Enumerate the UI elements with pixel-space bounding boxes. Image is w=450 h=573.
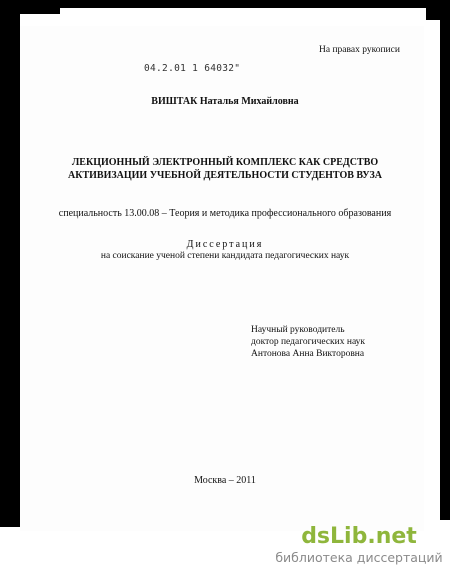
scan-border-corner: [0, 0, 60, 14]
degree-line: на соискание ученой степени кандидата педагогических наук: [100, 251, 350, 261]
supervisor-name: Антонова Анна Викторовна: [251, 349, 365, 359]
supervisor-role: Научный руководитель: [251, 325, 345, 335]
archive-stamp: 04.2.01 1 64032": [144, 63, 241, 74]
scan-border-top: [0, 0, 450, 8]
watermark-tagline: библиотека диссертаций: [275, 550, 443, 565]
work-type: Диссертация: [186, 239, 264, 250]
thesis-title: [0, 156, 450, 182]
author-name: ВИШТАК Наталья Михайловна: [151, 96, 299, 107]
supervisor-degree: доктор педагогических наук: [251, 337, 366, 347]
watermark-site: dsLib.net: [301, 524, 417, 549]
scan-border-left: [0, 0, 20, 527]
place-year: Москва – 2011: [194, 475, 256, 486]
thesis-title-line: ЛЕКЦИОННЫЙ ЭЛЕКТРОННЫЙ КОМПЛЕКС КАК СРЕДСТВО: [71, 157, 379, 168]
dslib-watermark[interactable]: [271, 524, 447, 570]
supervisor-block: [251, 324, 365, 360]
rights-note: На правах рукописи: [319, 45, 400, 55]
thesis-title-line: АКТИВИЗАЦИИ УЧЕБНОЙ ДЕЯТЕЛЬНОСТИ СТУДЕНТОВ ВУЗА: [68, 170, 382, 181]
specialty: специальность 13.00.08 – Теория и методика профессионального образования: [58, 208, 392, 219]
